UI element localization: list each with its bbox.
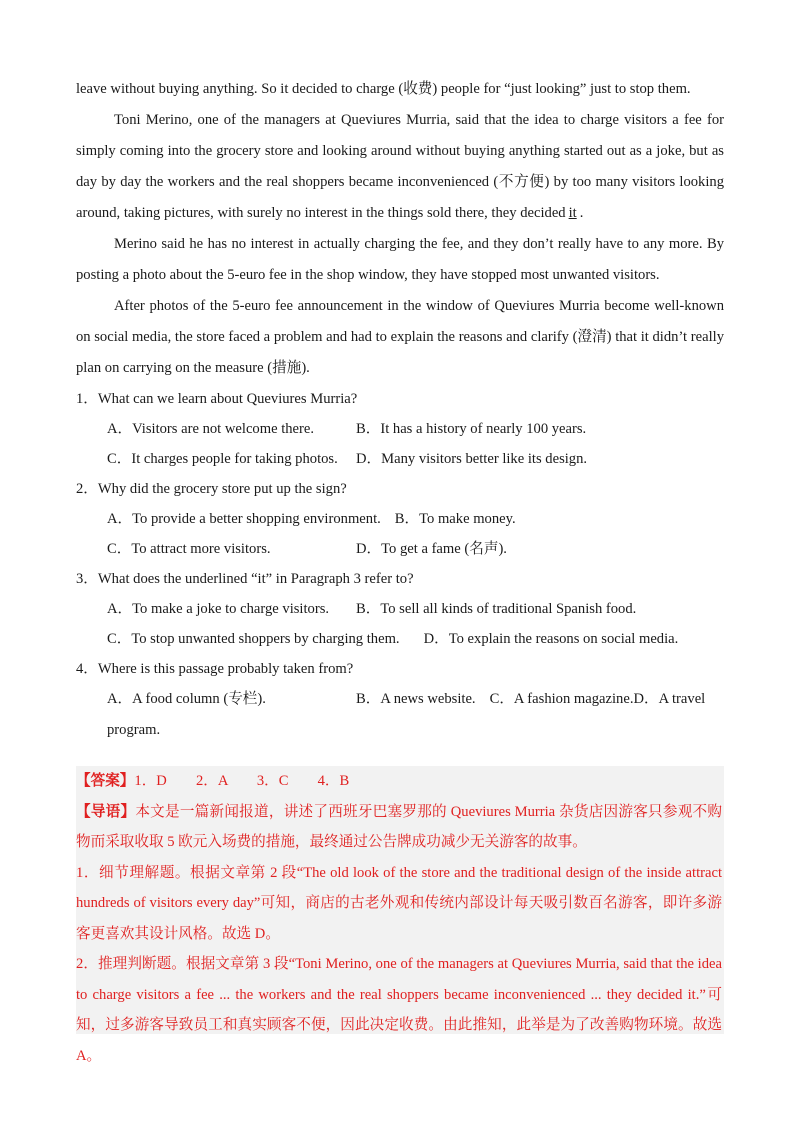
question-2-options-row2 xyxy=(76,534,724,564)
q2-option-d: D．To get a fame (名声). xyxy=(356,541,507,557)
paragraph-2-text: Toni Merino, one of the managers at Queviures Murria, said that the idea to charge visitors a fee for simply coming into the grocery store and looking around without buying anything started out as a joke, but as day by day the workers and the real shoppers became inconvenienced (不方便) by too many visitors looking around, taking pictures, with surely no interest in the things sold there, they decided xyxy=(76,112,724,221)
question-2-stem: 2．Why did the grocery store put up the sign? xyxy=(76,481,347,497)
guide-line xyxy=(76,797,724,858)
question-1-options-row2 xyxy=(76,444,724,474)
q3-option-c: C．To stop unwanted shoppers by charging them. xyxy=(107,631,400,647)
question-1-stem: 1．What can we learn about Queviures Murria? xyxy=(76,391,358,407)
explanation-2: 2．推理判断题。根据文章第 3 段“Toni Merino, one of the managers at Queviures Murria, said that the idea to charge visitors a fee ... the workers and the real shoppers became inconvenienced ... they decided it.”可知，过多游客导致员工和真实顾客不便，因此决定收费。由此推知，此举是为了改善购物环境。故选 A。 xyxy=(76,956,722,1064)
question-3-options-row1 xyxy=(76,594,724,624)
question-4-stem: 4．Where is this passage probably taken from? xyxy=(76,661,354,677)
q3-option-a: A．To make a joke to charge visitors. xyxy=(107,601,330,617)
answer-section xyxy=(76,766,724,1064)
q4-option-d: D．A travel program. xyxy=(107,691,706,738)
answer-keys: 1．D 2．A 3．C 4．B xyxy=(134,773,350,789)
q1-option-d: D．Many visitors better like its design. xyxy=(356,451,588,467)
paragraph-2-end: . xyxy=(579,205,584,221)
q4-option-c: C．A fashion magazine. xyxy=(489,691,634,707)
q3-option-b: B．To sell all kinds of traditional Spanish food. xyxy=(356,601,637,617)
paragraph-1: leave without buying anything. So it decided to charge (收费) people for “just looking” just to stop them. xyxy=(76,81,691,97)
paragraph-4: After photos of the 5-euro fee announcement in the window of Queviures Murria become well-known on social media, the store faced a problem and had to explain the reasons and clarify (澄清) that it didn’t really plan on carrying on the measure (措施). xyxy=(76,298,724,376)
q2-option-a: A．To provide a better shopping environment. xyxy=(107,511,381,527)
question-3-options-row2 xyxy=(76,624,724,654)
explanation-1: 1．细节理解题。根据文章第 2 段“The old look of the store and the traditional design of the inside attract hundreds of visitors every day”可知，商店的古老外观和传统内部设计每天吸引数百名游客，即许多游客更喜欢其设计风格。故选 D。 xyxy=(76,864,722,942)
q4-option-a: A．A food column (专栏). xyxy=(107,691,266,707)
guide-label: 【导语】 xyxy=(76,803,136,820)
q1-option-c: C．It charges people for taking photos. xyxy=(107,451,338,467)
q3-option-d: D．To explain the reasons on social media. xyxy=(423,631,679,647)
q2-option-b: B．To make money. xyxy=(394,511,516,527)
question-1-options-row1 xyxy=(76,414,724,444)
q2-option-c: C．To attract more visitors. xyxy=(107,541,271,557)
passage xyxy=(76,74,724,746)
answer-label: 【答案】 xyxy=(76,773,135,789)
question-4-options xyxy=(76,684,724,746)
q1-option-b: B．It has a history of nearly 100 years. xyxy=(356,421,587,437)
q4-option-b: B．A news website. xyxy=(356,691,476,707)
question-2-options-row1 xyxy=(76,504,724,534)
question-3-stem: 3．What does the underlined “it” in Paragraph 3 refer to? xyxy=(76,571,414,587)
paragraph-3: Merino said he has no interest in actually charging the fee, and they don’t really have to any more. By posting a photo about the 5-euro fee in the shop window, they have stopped most unwanted visitors. xyxy=(76,236,724,283)
paragraph-2 xyxy=(76,105,724,229)
q1-option-a: A．Visitors are not welcome there. xyxy=(107,421,315,437)
answer-line xyxy=(76,766,724,797)
underlined-it: it xyxy=(568,205,577,221)
guide-text: 本文是一篇新闻报道，讲述了西班牙巴塞罗那的 Queviures Murria 杂货店因游客只参观不购物而采取收取 5 欧元入场费的措施，最终通过公告牌成功减少无关游客的故事。 xyxy=(76,803,722,850)
